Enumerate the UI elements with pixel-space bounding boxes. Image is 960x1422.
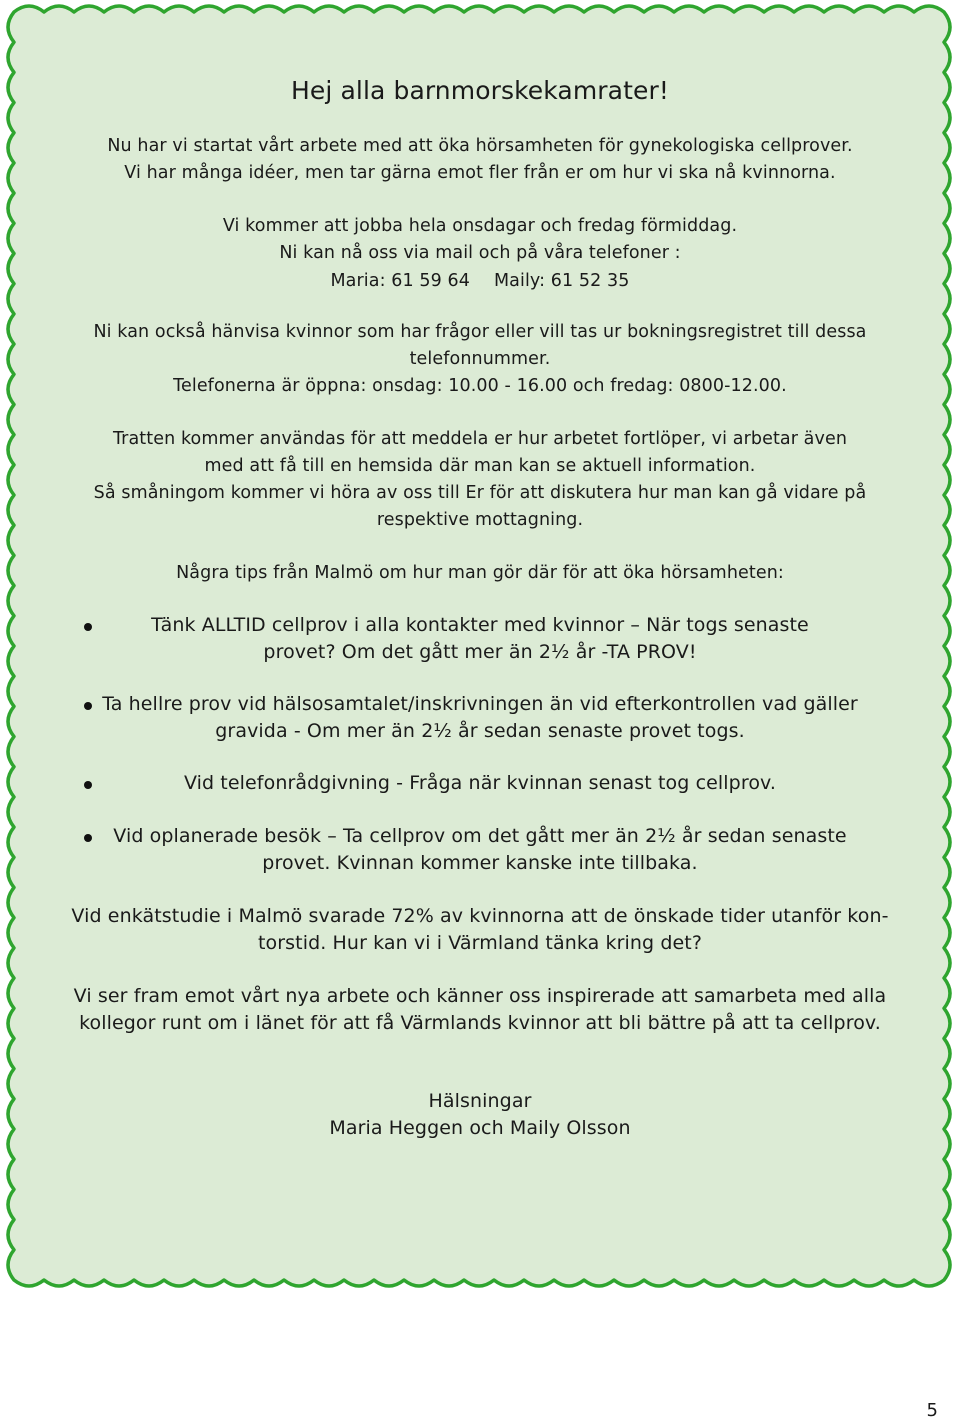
referral-line-1: Ni kan också hänvisa kvinnor som har frågor eller vill tas ur bokningsregistret till dessa [93,322,867,342]
tip-3-line-1: Vid telefonrådgivning - Fråga när kvinnan senast tog cellprov. [183,772,777,794]
intro-line-1: Nu har vi startat vårt arbete med att öka hörsamheten för gynekologiska cellprover. [107,136,853,156]
bullet-icon [84,781,92,789]
phone-numbers [70,271,890,291]
survey-line-2: torstid. Hur kan vi i Värmland tänka kring det? [257,932,703,954]
page-number: 5 [926,1400,938,1421]
phone-maily: Maily: 61 52 35 [493,271,630,291]
phone-maria: Maria: 61 59 64 [330,271,470,291]
bullet-icon [84,623,92,631]
closing-line-2: kollegor runt om i länet för att få Värmlands kvinnor att bli bättre på att ta cellprov. [79,1012,881,1034]
schedule-text: Vi kommer att jobba hela onsdagar och fredag förmiddag. [222,216,738,236]
bullet-icon [84,834,92,842]
newsletter-line-3: Så småningom kommer vi höra av oss till Er för att diskutera hur man kan gå vidare på [93,483,867,503]
signature-names: Maria Heggen och Maily Olsson [329,1117,631,1139]
referral-line-2: telefonnummer. [409,349,551,369]
closing-line-1: Vi ser fram emot vårt nya arbete och känner oss inspirerade att samarbeta med alla [73,985,887,1007]
survey-line-1: Vid enkätstudie i Malmö svarade 72% av kvinnorna att de önskade tider utanför kon- [71,905,889,927]
newsletter-line-2: med att få till en hemsida där man kan se aktuell information. [204,456,756,476]
greeting-heading: Hej alla barnmorskekamrater! [291,76,669,105]
tip-4-line-1: Vid oplanerade besök – Ta cellprov om det gått mer än 2½ år sedan senaste [113,825,847,847]
signature-greeting: Hälsningar [428,1090,532,1112]
phone-hours: Telefonerna är öppna: onsdag: 10.00 - 16.00 och fredag: 0800-12.00. [173,376,787,396]
tip-1-line-1: Tänk ALLTID cellprov i alla kontakter med kvinnor – När togs senaste [151,614,809,636]
tips-heading: Några tips från Malmö om hur man gör där för att öka hörsamheten: [176,563,784,583]
tip-2-line-1: Ta hellre prov vid hälsosamtalet/inskrivningen än vid efterkontrollen vad gäller [102,693,858,715]
newsletter-line-4: respektive mottagning. [376,510,584,530]
intro-line-2: Vi har många idéer, men tar gärna emot fler från er om hur vi ska nå kvinnorna. [124,163,836,183]
tip-4-line-2: provet. Kvinnan kommer kanske inte tillbaka. [262,852,698,874]
newsletter-line-1: Tratten kommer användas för att meddela er hur arbetet fortlöper, vi arbetar även [112,429,848,449]
tip-2-line-2: gravida - Om mer än 2½ år sedan senaste provet togs. [215,720,745,742]
contact-reach-text: Ni kan nå oss via mail och på våra telefoner : [279,243,681,263]
bullet-icon [84,702,92,710]
tip-1-line-2: provet? Om det gått mer än 2½ år -TA PROV! [263,641,697,663]
